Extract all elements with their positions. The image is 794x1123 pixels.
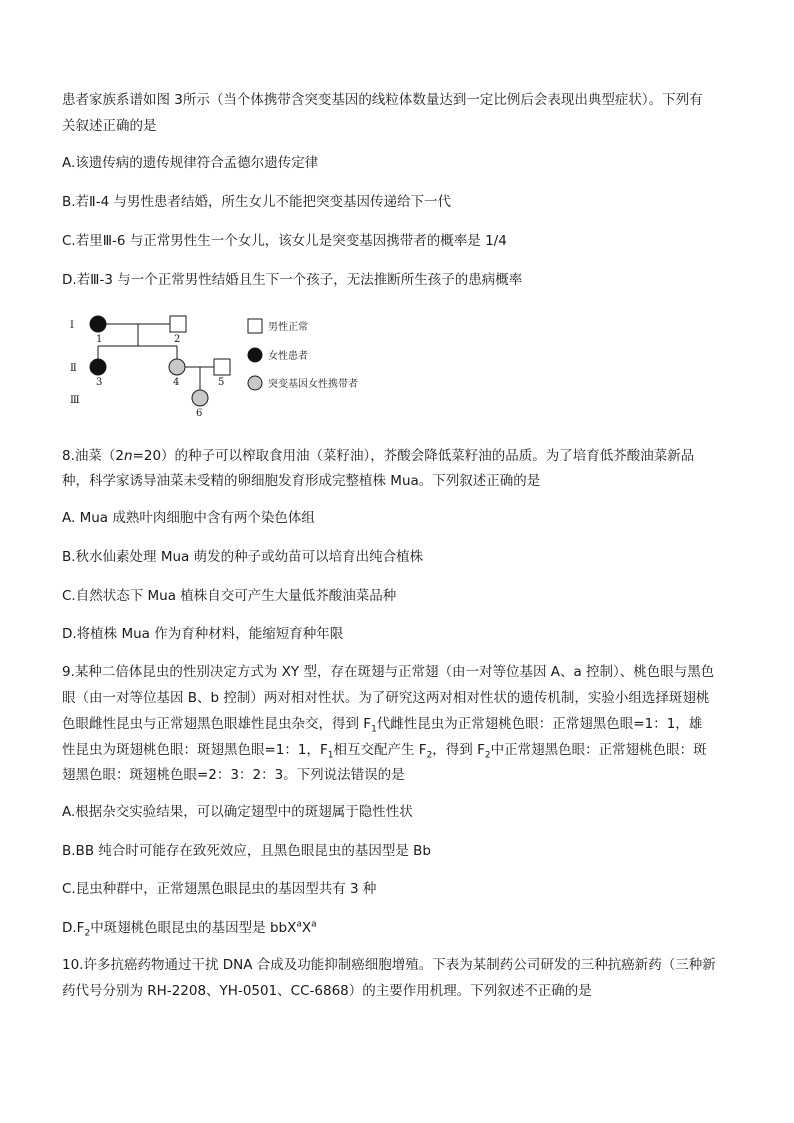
q7-option-b: B.若Ⅱ-4 与男性患者结婚，所生女儿不能把突变基因传递给下一代 xyxy=(62,194,451,210)
label-5: 5 xyxy=(218,377,225,388)
label-1: 1 xyxy=(96,334,103,345)
q9-l4-part-a: 性昆虫为斑翅桃色眼：斑翅黑色眼=1：1，F xyxy=(62,742,328,758)
q9-stem-line-5: 翅黑色眼：斑翅桃色眼=2：3：2：3。下列说法错误的是 xyxy=(62,767,405,783)
q7-option-a: A.该遗传病的遗传规律符合孟德尔遗传定律 xyxy=(62,155,319,171)
individual-II-4-female-carrier xyxy=(169,359,185,375)
legend-male-normal-icon xyxy=(248,319,262,333)
q9-l3-part-b: 代雌性昆虫为正常翅桃色眼：正常翅黑色眼=1：1，雄 xyxy=(376,716,703,732)
individual-I-2-male-normal xyxy=(170,316,186,332)
q9-l3-part-a: 色眼雌性昆虫与正常翅黑色眼雄性昆虫杂交，得到 F xyxy=(62,716,372,732)
label-2: 2 xyxy=(174,334,181,345)
label-3: 3 xyxy=(96,377,103,388)
q9-l4-part-b: 相互交配产生 F xyxy=(333,742,427,758)
legend-female-carrier-label: 突变基因女性携带者 xyxy=(268,379,358,390)
q9-d-part-b: 中斑翅桃色眼昆虫的基因型是 bbX xyxy=(90,920,297,936)
legend-female-carrier-icon xyxy=(248,376,262,390)
q9-l4-part-c: ，得到 F xyxy=(432,742,485,758)
q9-d-part-a: D.F xyxy=(62,920,85,936)
q9-d-part-c: X xyxy=(301,920,312,936)
q7-stem-line-1: 患者家族系谱如图 3所示（当个体携带含突变基因的线粒体数量达到一定比例后会表现出典型症状）。下列有 xyxy=(62,92,703,108)
q9-l4-sub2: 2 xyxy=(426,750,433,761)
q8-stem-line-2: 种，科学家诱导油菜未受精的卵细胞发育形成完整植株 Mua。下列叙述正确的是 xyxy=(62,473,541,489)
q9-stem-line-3 xyxy=(62,714,702,734)
q8-option-c: C.自然状态下 Mua 植株自交可产生大量低芥酸油菜品种 xyxy=(62,588,397,604)
individual-I-1-female-patient xyxy=(90,316,106,332)
q9-stem-line-2: 眼（由一对等位基因 B、b 控制）两对相对性状。为了研究这两对相对性状的遗传机制，实验小组选择斑翅桃 xyxy=(62,690,710,706)
generation-label-III: Ⅲ xyxy=(70,395,80,406)
q9-option-b: B.BB 纯合时可能存在致死效应，且黑色眼昆虫的基因型是 Bb xyxy=(62,843,431,859)
label-6: 6 xyxy=(196,408,203,418)
q8-italic-n: n xyxy=(123,448,133,464)
generation-label-I: Ⅰ xyxy=(70,320,74,331)
q9-d-sup1: a xyxy=(296,919,302,930)
q9-option-a: A.根据杂交实验结果，可以确定翅型中的斑翅属于隐性性状 xyxy=(62,804,413,820)
q8-stem-line-1 xyxy=(62,446,694,466)
q10-stem-line-1: 10.许多抗癌药物通过干扰 DNA 合成及功能抑制癌细胞增殖。下表为某制药公司研发的三种抗癌新药（三种新 xyxy=(62,957,716,973)
legend-female-patient-label: 女性患者 xyxy=(268,351,308,362)
q8-stem-prefix: 8.油菜（2 xyxy=(62,448,124,464)
q10-stem-line-2: 药代号分别为 RH-2208、YH-0501、CC-6868）的主要作用机理。下列叙述不正确的是 xyxy=(62,983,592,999)
q9-l4-sub3: 2 xyxy=(484,750,491,761)
label-4: 4 xyxy=(173,377,180,388)
q9-d-sup2: a xyxy=(311,919,317,930)
q9-option-c: C.昆虫种群中，正常翅黑色眼昆虫的基因型共有 3 种 xyxy=(62,881,377,897)
q9-l4-sub1: 1 xyxy=(327,750,334,761)
legend-male-normal-label: 男性正常 xyxy=(268,322,308,333)
q8-option-b: B.秋水仙素处理 Mua 萌发的种子或幼苗可以培育出纯合植株 xyxy=(62,549,424,565)
q8-stem-rest: =20）的种子可以榨取食用油（菜籽油），芥酸会降低菜籽油的品质。为了培育低芥酸油菜新品 xyxy=(132,448,695,464)
q7-stem-line-2: 关叙述正确的是 xyxy=(62,118,157,134)
individual-III-6-female-carrier xyxy=(192,390,208,406)
q7-option-c: C.若里Ⅲ-6 与正常男性生一个女儿，该女儿是突变基因携带者的概率是 1/4 xyxy=(62,233,507,249)
individual-II-3-female-patient xyxy=(90,359,106,375)
q9-l3-sub: 1 xyxy=(371,724,377,735)
q9-option-d xyxy=(62,918,317,938)
generation-label-II: Ⅱ xyxy=(70,363,77,374)
q7-option-d: D.若Ⅲ-3 与一个正常男性结婚且生下一个孩子，无法推断所生孩子的患病概率 xyxy=(62,272,523,288)
pedigree-figure xyxy=(62,308,382,418)
q9-stem-line-1: 9.某种二倍体昆虫的性别决定方式为 XY 型，存在斑翅与正常翅（由一对等位基因 A、a 控制）、桃色眼与黑色 xyxy=(62,664,715,680)
q8-option-d: D.将植株 Mua 作为育种材料，能缩短育种年限 xyxy=(62,626,344,642)
q9-l4-part-d: 中正常翅黑色眼：正常翅桃色眼：斑 xyxy=(490,742,707,758)
q8-option-a: A. Mua 成熟叶肉细胞中含有两个染色体组 xyxy=(62,510,315,526)
legend-female-patient-icon xyxy=(248,348,262,362)
q9-d-sub: 2 xyxy=(84,928,91,939)
q9-stem-line-4 xyxy=(62,740,707,760)
individual-II-5-male-normal xyxy=(214,359,230,375)
